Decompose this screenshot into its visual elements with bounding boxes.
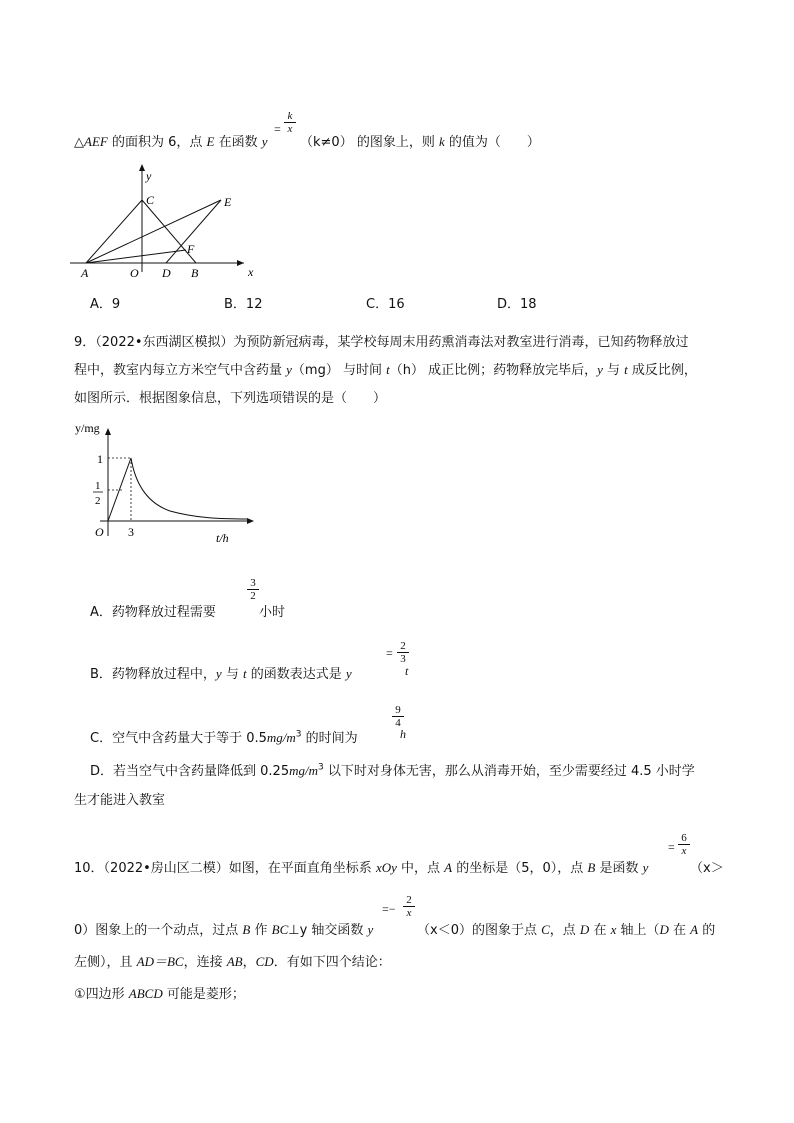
q10-stem-line2 — [74, 919, 373, 938]
q9-b-equals: = — [386, 646, 393, 660]
triangle-name: AEF — [84, 134, 108, 149]
q8-text-d: 的图象上，则 — [352, 135, 439, 150]
q10-text-2a: 0）图象上的一个动点，过点 — [74, 923, 243, 938]
q9-text-a: 程中，教室内每立方米空气中含药量 — [74, 363, 287, 378]
label-x3: 3 — [128, 525, 134, 539]
q8-figure — [66, 160, 266, 285]
q9-text-e: 成反比例， — [627, 363, 697, 378]
y-arrow-icon — [105, 428, 111, 435]
q10-text-2d: ，点 — [549, 923, 580, 938]
label-half-num: 1 — [95, 480, 101, 492]
frac-num: 2 — [406, 894, 412, 906]
frac-num: k — [287, 110, 293, 122]
point-e: E — [206, 134, 215, 149]
q10-text-4b: 可能是菱形； — [162, 987, 245, 1002]
q8-choice-d[interactable]: D．18 — [497, 297, 537, 312]
frac-num: 9 — [395, 704, 401, 716]
q10-conclusion-1 — [74, 983, 245, 1002]
frac-num: 2 — [400, 640, 406, 652]
q8-text-e: 的值为（ ） — [444, 135, 540, 150]
unit-sup: 3 — [295, 729, 302, 740]
frac-den: 3 — [400, 653, 406, 665]
x-arrow-icon — [237, 260, 244, 266]
unit-mg: （mg） — [291, 363, 339, 378]
q10-stem-line1 — [74, 857, 648, 876]
point-d: D — [579, 922, 590, 937]
y-arrow-icon — [139, 164, 145, 171]
q9-option-c[interactable] — [90, 727, 358, 746]
label-y1: 1 — [97, 452, 103, 466]
q9-text-c: 成正比例；药物释放完毕后， — [423, 363, 598, 378]
frac-den: 4 — [395, 717, 401, 729]
unit-h: （h） — [389, 363, 424, 378]
q8-condition: （k≠0） — [300, 135, 353, 150]
var-y: y — [597, 362, 603, 377]
var-t: t — [242, 666, 247, 681]
q10-text-3a: 左侧），且 — [74, 955, 137, 970]
q9-a-fraction — [247, 577, 259, 602]
option-d-text-a: D．若当空气中含药量降低到 0.25 — [90, 764, 290, 779]
var-y: y — [345, 666, 352, 681]
option-b-tail: 的函数表达式是 — [246, 667, 346, 682]
var-y: y — [261, 134, 268, 149]
q8-stem-tail — [300, 131, 540, 150]
q10-text-3d: ．有如下四个结论： — [273, 955, 391, 970]
q10-text-3c: ， — [242, 955, 256, 970]
q9-b-t: t — [405, 664, 409, 678]
q9-option-a[interactable] — [90, 601, 216, 620]
var-y: y — [367, 922, 374, 937]
label-x: x — [248, 265, 254, 279]
q9-text-b: 与时间 — [338, 363, 387, 378]
point-a: A — [444, 860, 453, 875]
point-a: A — [690, 922, 699, 937]
option-d-text-b: 以下时对身体无害，那么从消毒开始，至少需要经过 4.5 小时学 — [323, 764, 695, 779]
q9-text-d: 与 — [602, 363, 625, 378]
x-arrow-icon — [247, 518, 254, 524]
q9-option-d[interactable] — [90, 760, 695, 779]
unit-mgm: mg/m — [289, 763, 318, 778]
q8-choice-c[interactable]: C．16 — [366, 297, 405, 312]
frac-den: 2 — [250, 590, 256, 602]
q9-stem-line3: 如图所示．根据图象信息，下列选项错误的是（ ） — [74, 391, 387, 406]
triangle-symbol: △ — [74, 135, 84, 150]
label-ylabel: y/mg — [75, 421, 100, 435]
option-b-text: B．药物释放过程中， — [90, 667, 216, 682]
q9-c-fraction — [392, 704, 404, 729]
segment-ae — [86, 200, 221, 263]
q8-equals: = — [274, 122, 281, 136]
q10-text-b: 中，点 — [396, 861, 445, 876]
q10-text-d: 是函数 — [595, 861, 643, 876]
point-b: B — [242, 922, 251, 937]
option-b-mid: 与 — [221, 667, 243, 682]
q10-stem-line2-tail — [417, 919, 715, 938]
q10-text-2f: 轴上（ — [616, 923, 660, 938]
var-y: y — [286, 362, 292, 377]
q10-text-3b: ，连接 — [183, 955, 227, 970]
label-xlabel: t/h — [216, 531, 229, 545]
q9-stem-line2 — [74, 359, 697, 378]
q10-text-2e: 在 — [589, 923, 611, 938]
q9-graph — [70, 418, 270, 548]
segment-ac — [86, 200, 142, 263]
q10-text-a: 10．（2022•房山区二模）如图，在平面直角坐标系 — [74, 861, 376, 876]
frac-den: x — [406, 907, 412, 919]
q9-c-h: h — [400, 727, 406, 741]
q10-text-2g: 在 — [668, 923, 691, 938]
option-c-text: C．空气中含药量大于等于 0.5 — [90, 731, 267, 746]
quad-abcd: ABCD — [128, 986, 163, 1001]
q8-text-b: 的面积为 6，点 — [107, 135, 207, 150]
var-x: x — [610, 922, 617, 937]
var-t: t — [386, 362, 390, 377]
segment-bc: BC — [271, 922, 289, 937]
unit-mgm: mg/m — [266, 730, 296, 745]
label-f: F — [187, 242, 195, 256]
unit-sup: 3 — [317, 762, 324, 773]
q8-stem — [74, 131, 268, 150]
label-y: y — [146, 169, 152, 183]
q10-equals-2: =− — [382, 902, 396, 916]
q10-cond1: （x＞ — [690, 861, 724, 876]
q10-text-2b: 作 — [250, 923, 272, 938]
equation-ad-bc: AD＝BC — [136, 954, 184, 969]
segment-ab: AB — [226, 954, 243, 969]
coord-system: xOy — [375, 860, 397, 875]
point-d: D — [659, 922, 669, 937]
frac-den: x — [681, 845, 687, 857]
var-y: y — [215, 666, 222, 681]
q10-2-over-x — [403, 894, 415, 919]
label-o: O — [130, 266, 139, 280]
label-d: D — [162, 266, 171, 280]
q8-choice-b[interactable]: B．12 — [224, 297, 263, 312]
q9-b-fraction — [397, 640, 409, 665]
label-origin: O — [95, 525, 104, 539]
q9-option-b[interactable] — [90, 663, 352, 682]
label-half-den: 2 — [95, 495, 101, 507]
q10-stem-line3 — [74, 951, 391, 970]
q10-text-2h: 的 — [698, 923, 716, 938]
q8-text-c: 在函数 — [214, 135, 262, 150]
inverse-curve — [131, 458, 248, 519]
option-c-tail: 的时间为 — [301, 731, 358, 746]
var-k: k — [438, 134, 445, 149]
var-t: t — [624, 362, 628, 377]
q9-a-tail: 小时 — [259, 605, 286, 620]
q10-text-4a: ①四边形 — [74, 987, 129, 1002]
q10-text-2c: ⊥y 轴交函数 — [288, 923, 368, 938]
q8-choice-a[interactable]: A．9 — [90, 297, 121, 312]
segment-cd: CD — [255, 954, 274, 969]
point-b: B — [587, 860, 596, 875]
frac-num: 6 — [681, 832, 687, 844]
q10-6-over-x — [678, 832, 690, 857]
label-a: A — [81, 266, 89, 280]
q9-option-d-line2: 生才能进入教室 — [74, 793, 166, 808]
option-a-text: A．药物释放过程需要 — [90, 605, 216, 620]
frac-num: 3 — [250, 577, 256, 589]
label-b: B — [191, 266, 199, 280]
label-e: E — [224, 195, 232, 209]
frac-den: x — [287, 123, 293, 135]
var-y: y — [642, 860, 649, 875]
linear-segment — [108, 458, 131, 521]
q9-stem-line1: 9．（2022•东西湖区模拟）为预防新冠病毒，某学校每周末用药熏消毒法对教室进行消毒，已知药物释放过 — [74, 335, 689, 350]
q10-cond2: （x＜0）的图象于点 — [417, 923, 542, 938]
q10-text-c: 的坐标是（5，0），点 — [452, 861, 588, 876]
q10-equals-1: = — [668, 840, 675, 854]
q8-k-over-x — [284, 110, 296, 135]
label-c: C — [146, 193, 155, 207]
point-c: C — [541, 922, 550, 937]
